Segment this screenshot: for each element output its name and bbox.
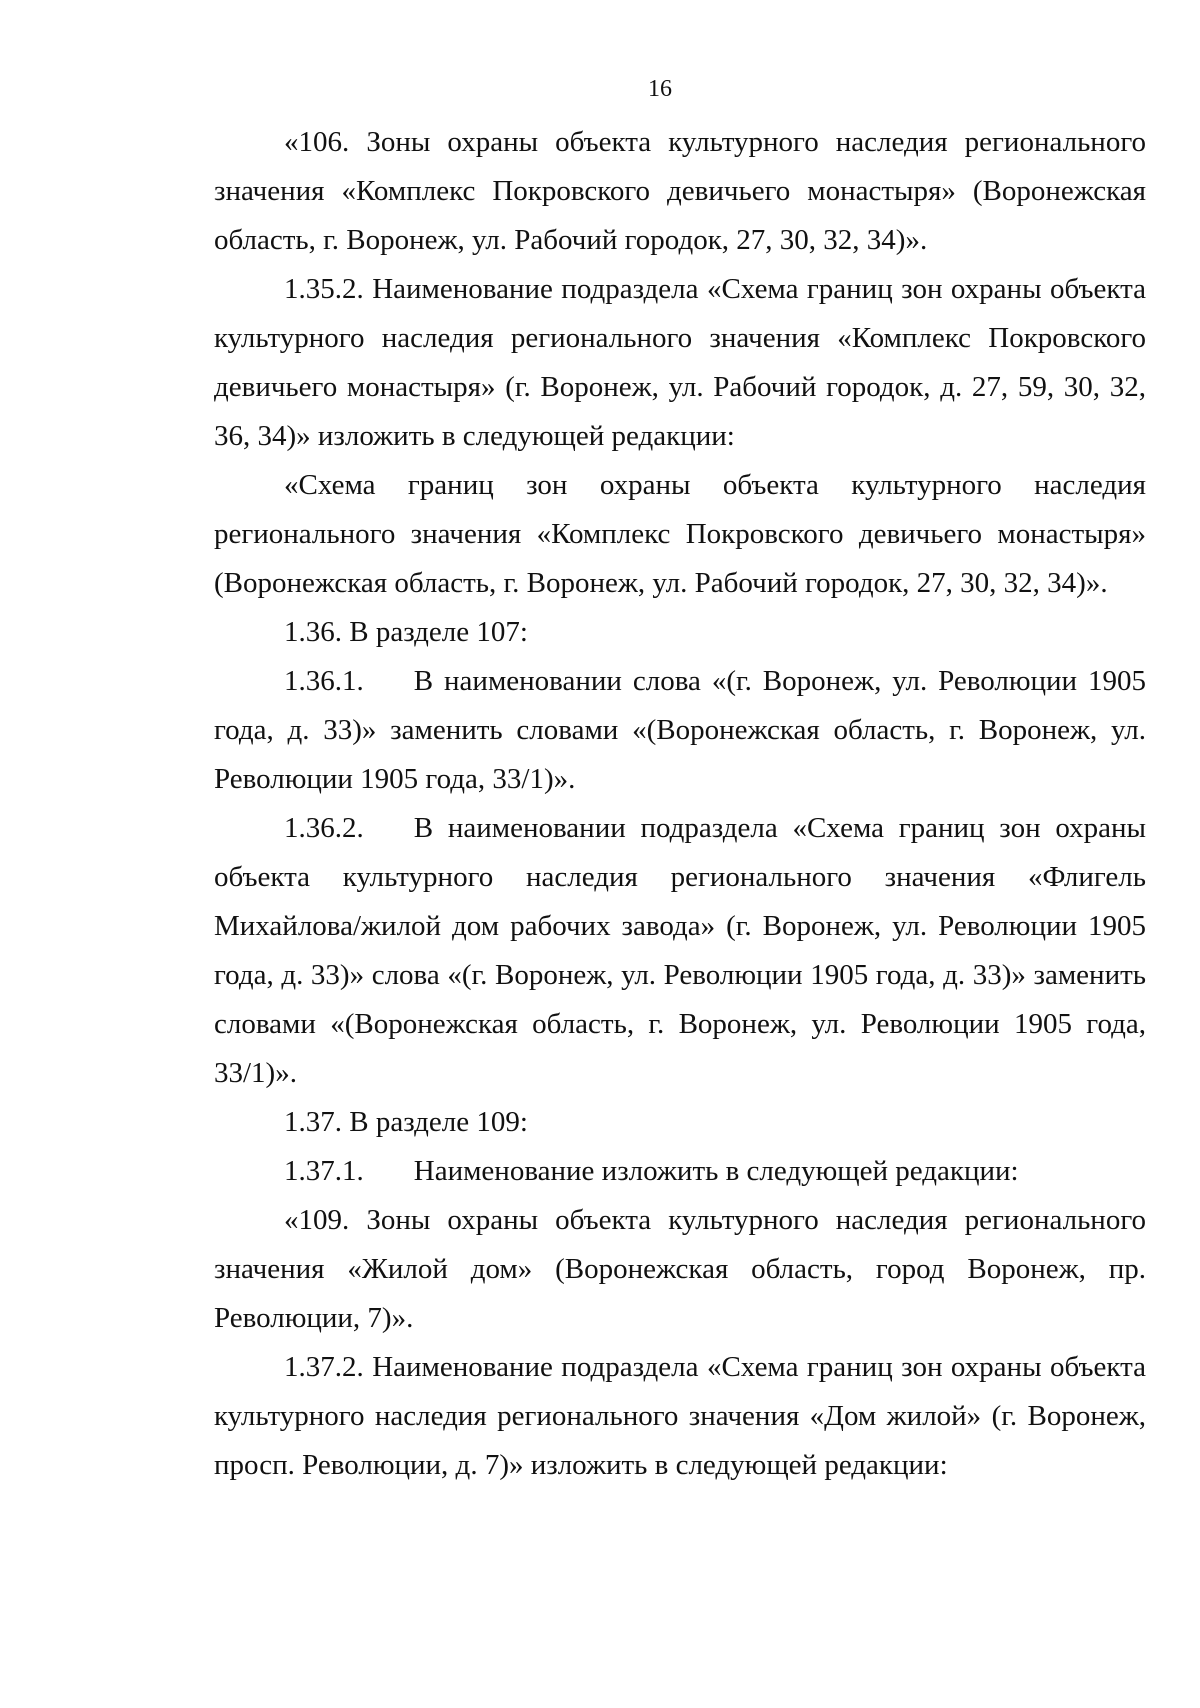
paragraph-109-title: «109. Зоны охраны объекта культурного наследия регионального значения «Жилой дом» (Воронежская область, город Воронеж, пр. Революции, 7)». [214, 1204, 1146, 1334]
paragraph-1-36-2 [214, 804, 1146, 1098]
page-number: 16 [648, 76, 672, 102]
document-body [214, 118, 1146, 1490]
clause-number-1-36-1: 1.36.1. [284, 665, 364, 697]
paragraph-1-36: 1.36. В разделе 107: [284, 616, 528, 648]
paragraph-106-title: «106. Зоны охраны объекта культурного наследия регионального значения «Комплекс Покровского девичьего монастыря» (Воронежская область, г. Воронеж, ул. Рабочий городок, 27, 30, 32, 34)». [214, 126, 1146, 256]
paragraph-1-35-2: 1.35.2. Наименование подраздела «Схема границ зон охраны объекта культурного наследия регионального значения «Комплекс Покровского девичьего монастыря» (г. Воронеж, ул. Рабочий городок, д. 27, 59, 30, 32, 36, 34)» изложить в следующей редакции: [214, 273, 1146, 452]
paragraph-1-37-1 [214, 1147, 1146, 1196]
paragraph-1-36-1 [214, 657, 1146, 804]
paragraph-1-37: 1.37. В разделе 109: [284, 1106, 528, 1138]
clause-text-1-37-1: Наименование изложить в следующей редакции: [413, 1155, 1019, 1187]
paragraph-1-37-2: 1.37.2. Наименование подраздела «Схема границ зон охраны объекта культурного наследия регионального значения «Дом жилой» (г. Воронеж, просп. Революции, д. 7)» изложить в следующей редакции: [214, 1351, 1146, 1481]
clause-number-1-36-2: 1.36.2. [284, 812, 364, 844]
clause-number-1-37-1: 1.37.1. [284, 1155, 364, 1187]
clause-text-1-36-2: В наименовании подраздела «Схема границ зон охраны объекта культурного наследия регионального значения «Флигель Михайлова/жилой дом рабочих завода» (г. Воронеж, ул. Революции 1905 года, д. 33)» слова «(г. Воронеж, ул. Революции 1905 года, д. 33)» заменить словами «(Воронежская область, г. Воронеж, ул. Революции 1905 года, 33/1)». [214, 812, 1146, 1089]
paragraph-scheme-title: «Схема границ зон охраны объекта культурного наследия регионального значения «Комплекс Покровского девичьего монастыря» (Воронежская область, г. Воронеж, ул. Рабочий городок, 27, 30, 32, 34)». [214, 469, 1146, 599]
clause-text-1-36-1: В наименовании слова «(г. Воронеж, ул. Революции 1905 года, д. 33)» заменить словами «(Воронежская область, г. Воронеж, ул. Революции 1905 года, 33/1)». [214, 665, 1146, 795]
